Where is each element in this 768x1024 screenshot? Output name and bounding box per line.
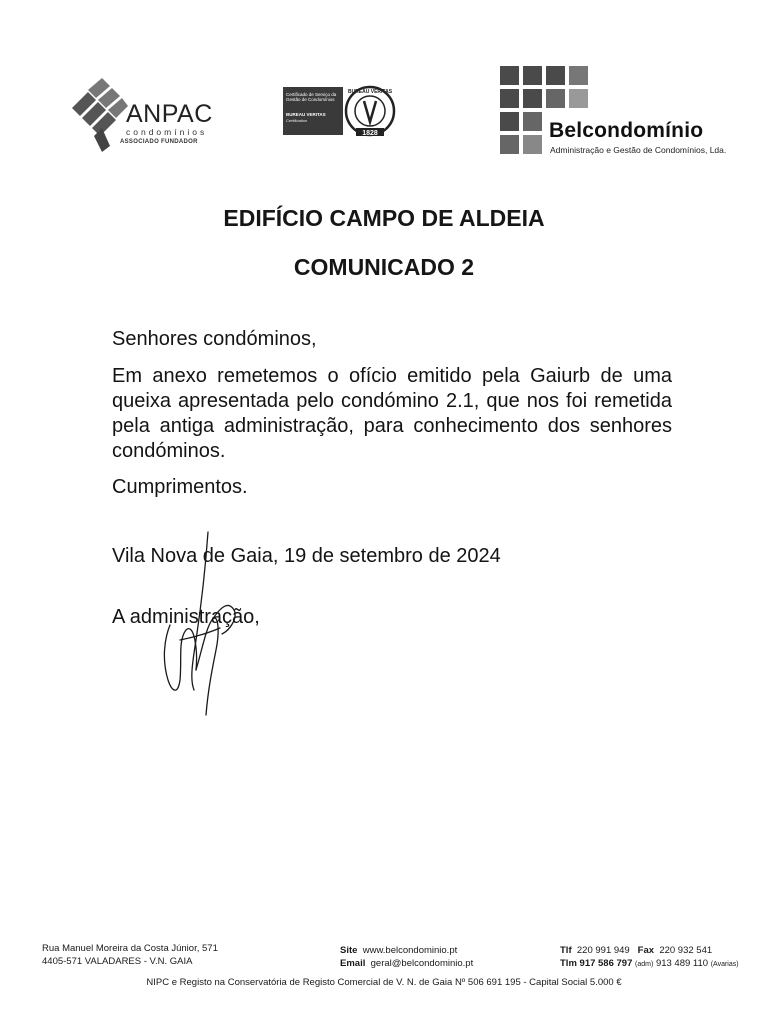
anpac-subtitle: ASSOCIADO FUNDADOR: [120, 139, 198, 145]
signatory-label: A administração,: [112, 606, 260, 628]
footer-tlm-label: Tlm: [560, 958, 577, 969]
footer-site: [340, 944, 457, 957]
footer-email: [340, 957, 473, 970]
footer-site-label: Site: [340, 945, 358, 956]
footer-address-line-2: 4405-571 VALADARES - V.N. GAIA: [42, 956, 193, 967]
certification-text: Certificado de Serviço da Gestão de Condomínios: [286, 92, 337, 102]
closing: Cumprimentos.: [112, 476, 248, 498]
footer-site-link[interactable]: www.belcondominio.pt: [362, 945, 458, 956]
greeting: Senhores condóminos,: [112, 328, 317, 350]
bureau-veritas-badge-icon: [342, 84, 398, 138]
belcondominio-tagline: Administração e Gestão de Condomínios, Lda.: [550, 145, 727, 155]
footer-tlm-value-2: 913 489 110: [655, 958, 709, 969]
footer-tlm-note-2: (Avarias): [710, 961, 739, 968]
footer-tlf-value: 220 991 949: [576, 945, 630, 956]
footer-email-link[interactable]: geral@belcondominio.pt: [370, 958, 474, 969]
certification-seal: [283, 87, 400, 135]
anpac-name: ANPAC: [126, 100, 213, 128]
anpac-tagline: condomínios: [126, 127, 208, 137]
footer-address-line-1: Rua Manuel Moreira da Costa Júnior, 571: [42, 943, 218, 954]
belcondominio-logo: [500, 66, 740, 162]
belcondominio-name: Belcondomínio: [549, 119, 704, 142]
certification-label: Certification: [286, 118, 308, 123]
footer-tlm-value-1: 917 586 797: [579, 958, 633, 969]
footer-fax-label: Fax: [637, 945, 655, 956]
footer-fax-value: 220 932 541: [659, 945, 713, 956]
footer-email-label: Email: [340, 958, 366, 969]
place-and-date: Vila Nova de Gaia, 19 de setembro de 2024: [112, 545, 501, 567]
footer-tlf-label: Tlf: [560, 945, 572, 956]
document-title: EDIFÍCIO CAMPO DE ALDEIA: [223, 205, 545, 231]
footer-mobile: [560, 957, 739, 971]
footer-phone-fax: [560, 944, 712, 957]
document-subtitle: COMUNICADO 2: [293, 254, 475, 280]
certification-panel: [283, 87, 343, 135]
anpac-logo: [68, 78, 228, 152]
certification-badge-year: 1828: [362, 130, 378, 137]
certification-badge-text: BUREAU VERITAS: [347, 89, 393, 95]
footer-legal-notice: NIPC e Registo na Conservatória de Registo Comercial de V. N. de Gaia Nº 506 691 195 - Capital Social 5.000 €: [146, 977, 622, 988]
footer-tlm-note-1: (adm): [635, 961, 654, 968]
handwritten-signature: [150, 530, 250, 720]
certification-body: BUREAU VERITAS: [286, 112, 326, 117]
body-paragraph: Em anexo remetemos o ofício emitido pela Gaiurb de uma queixa apresentada pelo condómino 2.1, que nos foi remetida pela antiga administração, para conhecimento dos senhores condóminos.: [112, 365, 672, 462]
